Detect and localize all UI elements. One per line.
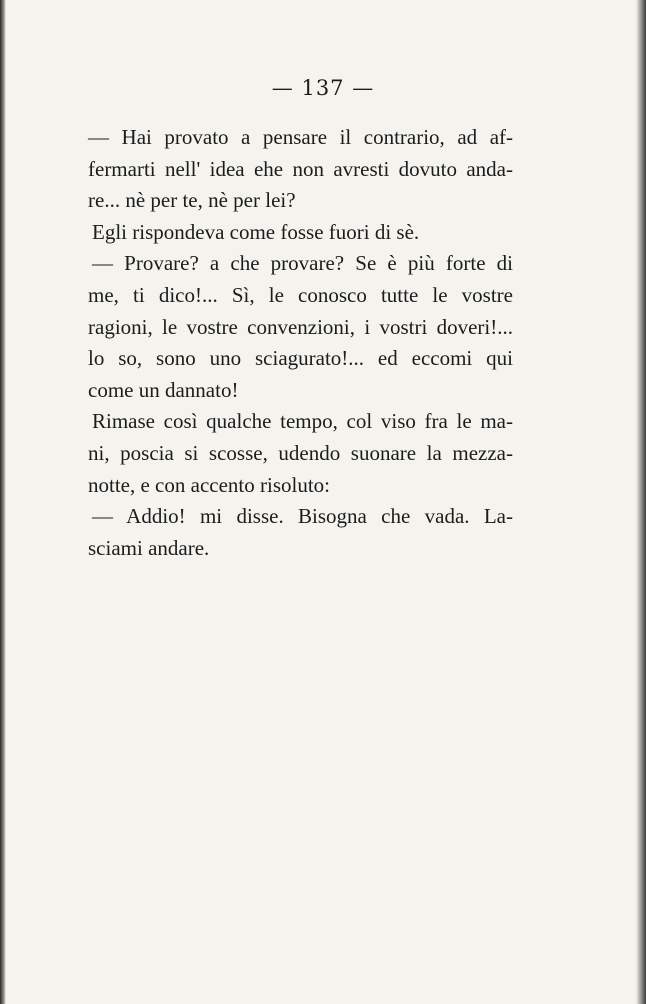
body-text xyxy=(88,122,513,564)
text-line: sciami andare. xyxy=(88,535,210,560)
text-line: notte, e con accento risoluto: xyxy=(88,472,331,497)
page-number: — 137 — xyxy=(271,76,375,100)
text-line: ragioni, le vostre convenzioni, i vostri doveri!... xyxy=(88,314,513,339)
text-line: re... nè per te, nè per lei? xyxy=(88,188,296,213)
text-line: come un dannato! xyxy=(88,377,239,402)
text-line: Egli rispondeva come fosse fuori di sè. xyxy=(92,219,420,244)
text-line: lo so, sono uno sciagurato!... ed eccomi qui xyxy=(88,346,513,371)
text-line: — Provare? a che provare? Se è più forte di xyxy=(92,251,513,276)
text-line: — Addio! mi disse. Bisogna che vada. La- xyxy=(92,504,513,529)
text-line: ni, poscia si scosse, udendo suonare la mezza- xyxy=(88,440,513,465)
text-line: me, ti dico!... Sì, le conosco tutte le vostre xyxy=(88,282,513,307)
text-line: fermarti nell' idea ehe non avresti dovuto anda- xyxy=(88,156,513,181)
page-left-edge xyxy=(0,0,6,1004)
text-line: Rimase così qualche tempo, col viso fra le ma- xyxy=(92,409,513,434)
page-right-edge xyxy=(636,0,646,1004)
text-line: — Hai provato a pensare il contrario, ad af- xyxy=(88,125,513,149)
